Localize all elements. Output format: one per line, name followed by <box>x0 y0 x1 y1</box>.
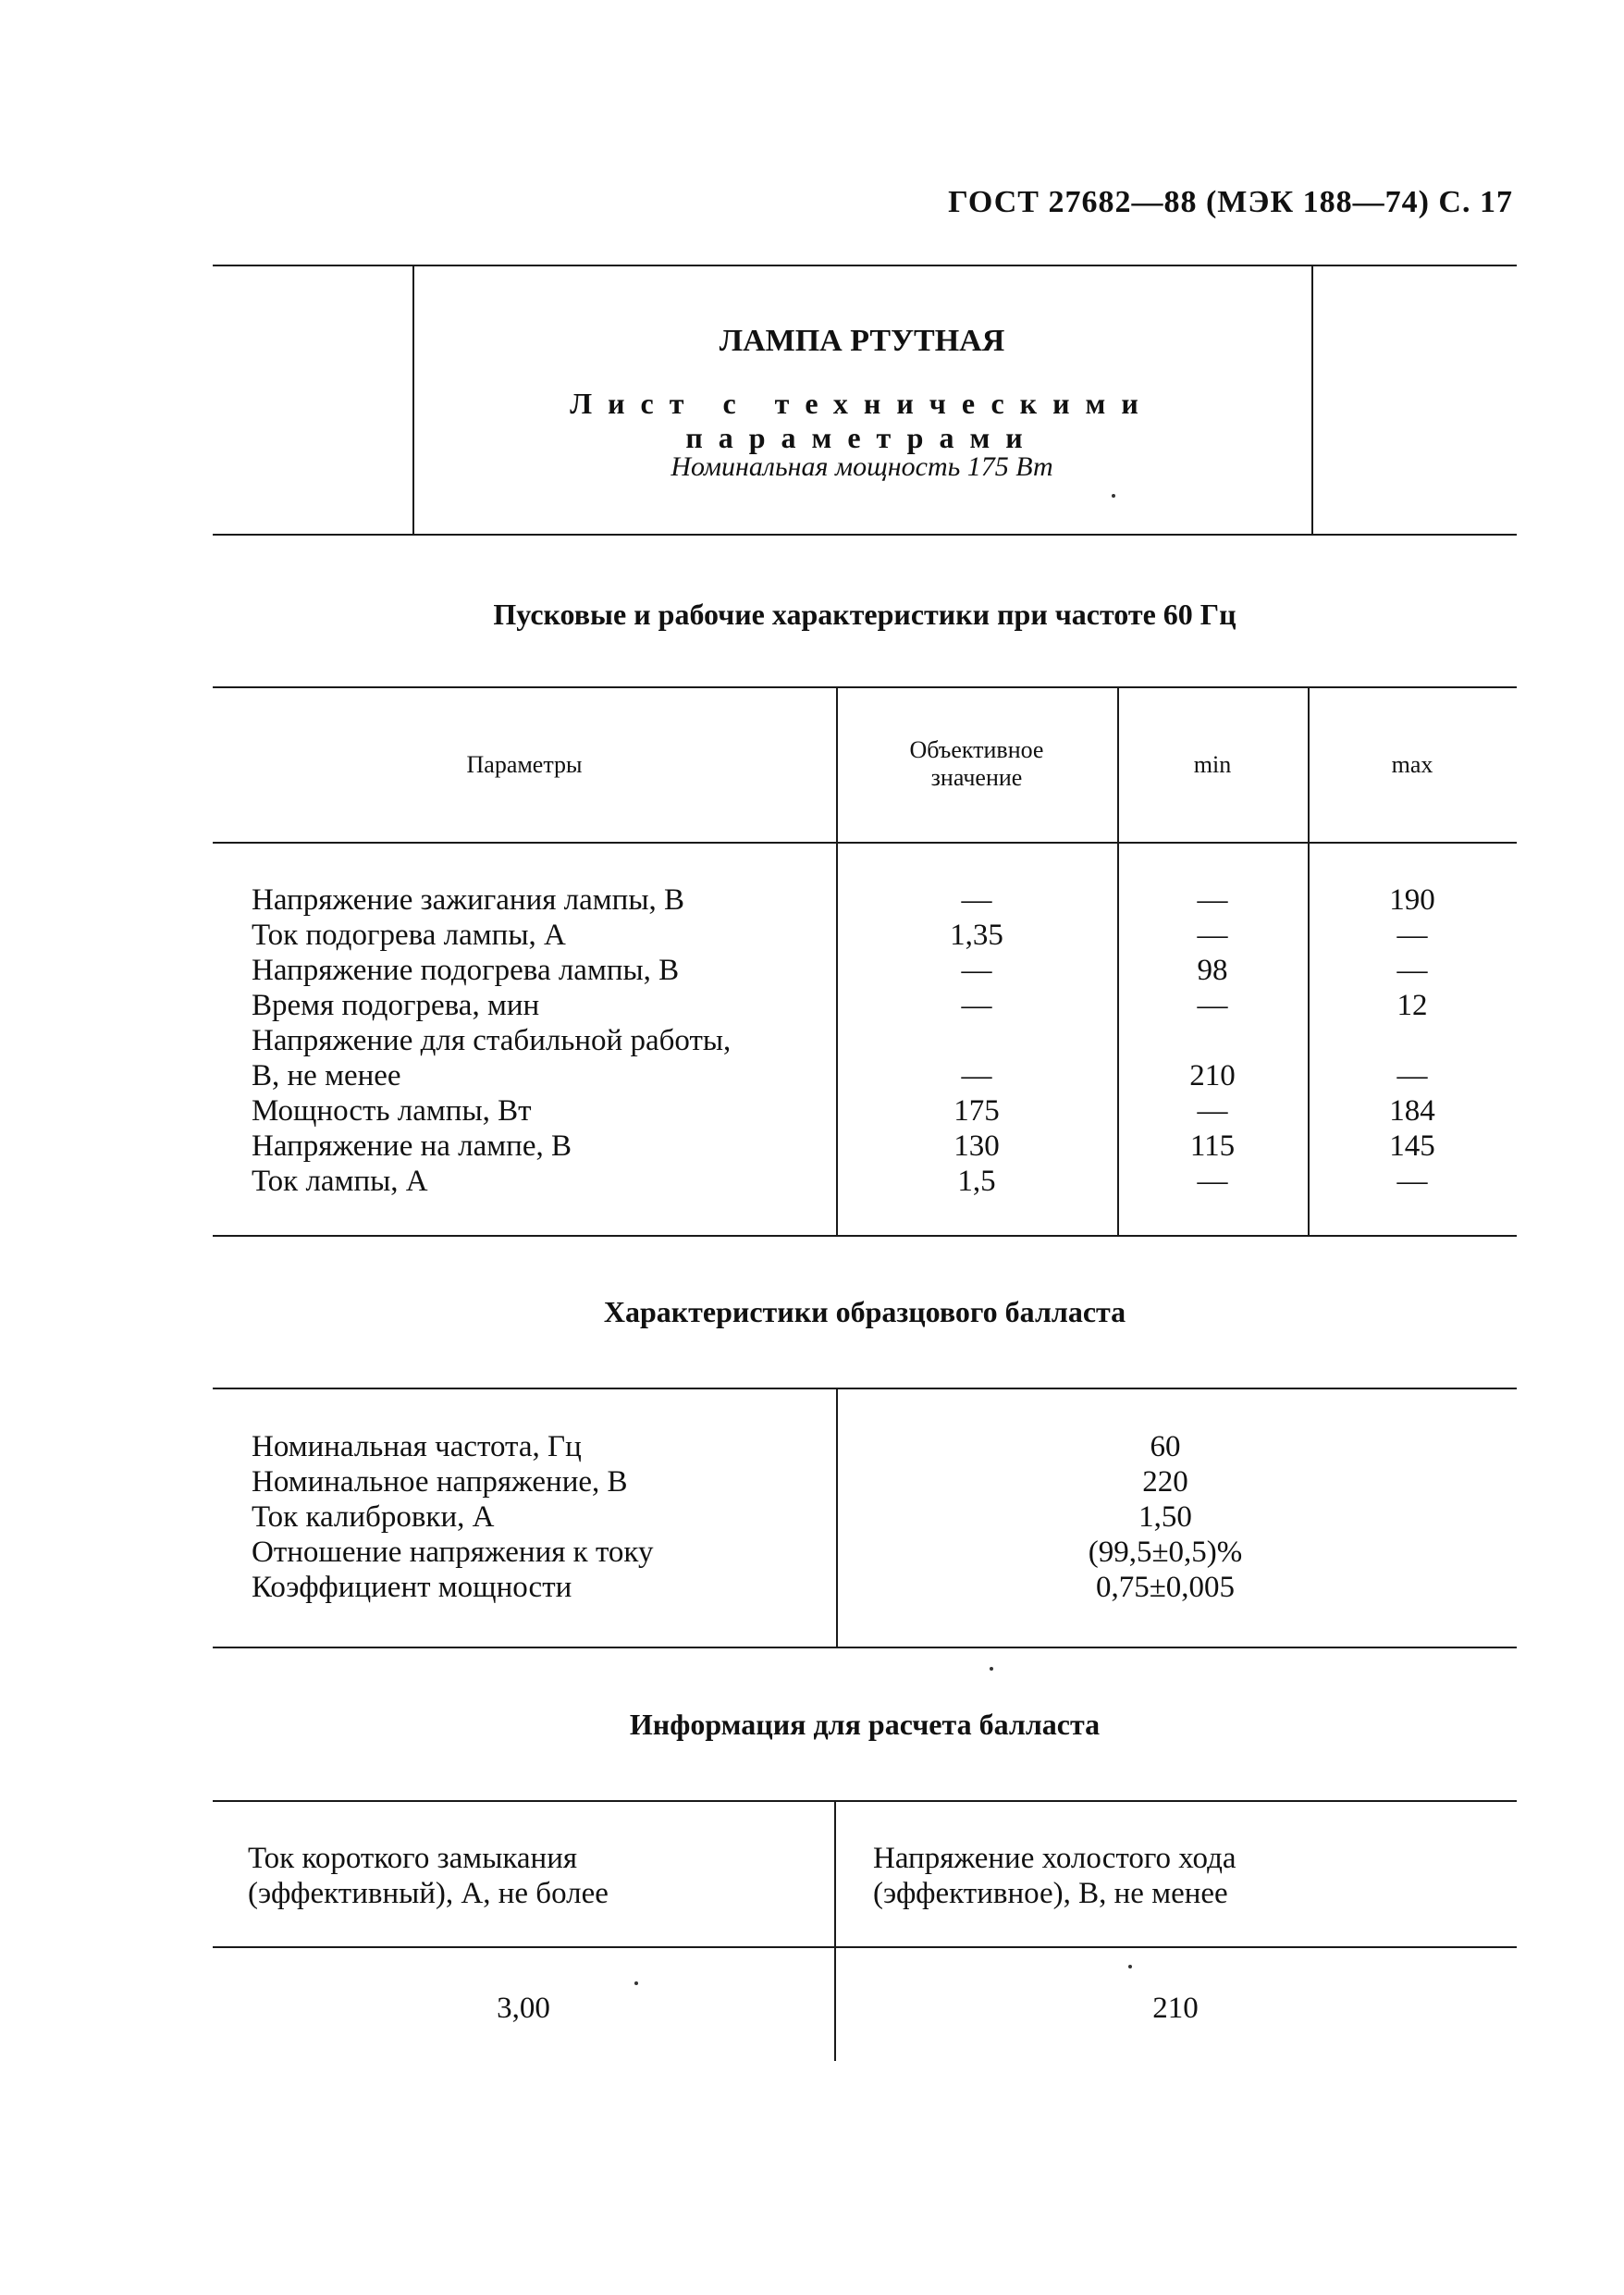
table1-top-rule <box>213 686 1517 688</box>
title-box-top-rule <box>213 265 1517 266</box>
table-cell-max: 145 <box>1389 1129 1435 1163</box>
table3-header-col1 <box>248 1841 821 1911</box>
table-cell-min: 98 <box>1197 954 1228 987</box>
table-row-param: Ток калибровки, А <box>252 1500 495 1534</box>
table-row-param: Ток лампы, А <box>252 1165 428 1198</box>
title-box-rating: Номинальная мощность 175 Вт <box>671 451 1053 482</box>
table-row-param: Напряжение на лампе, В <box>252 1129 572 1163</box>
table-cell-value: 60 <box>1150 1430 1181 1463</box>
table-cell-objective: 175 <box>953 1094 1000 1128</box>
table-row-param: Напряжение зажигания лампы, В <box>252 883 685 917</box>
title-box-title: ЛАМПА РТУТНАЯ <box>719 324 1005 358</box>
table3-header-rule <box>213 1946 1517 1948</box>
table-row-param: Мощность лампы, Вт <box>252 1094 532 1128</box>
table1-col-rule-1 <box>836 686 838 1235</box>
table-cell-objective <box>873 1023 1080 1058</box>
table3-header-col2-line2: (эффективное), В, не менее <box>873 1877 1228 1910</box>
title-box-bottom-rule <box>213 534 1517 536</box>
table-cell-max: — <box>1396 1165 1428 1198</box>
table-cell-min <box>1117 1023 1308 1058</box>
table1-params-column <box>252 882 836 1199</box>
table-cell-max: — <box>1396 1059 1428 1092</box>
table3-header-col1-line1: Ток короткого замыкания <box>248 1842 578 1875</box>
table1-header-params: Параметры <box>466 751 583 778</box>
table1-max-column <box>1308 882 1517 1199</box>
table-cell-min: — <box>1197 919 1228 952</box>
table1-header-min: min <box>1193 751 1232 778</box>
table-cell-objective: 1,35 <box>950 919 1003 952</box>
table-cell-min: — <box>1197 1094 1228 1128</box>
table-cell-max <box>1308 1023 1517 1058</box>
table-cell-min: — <box>1197 883 1228 917</box>
table-cell-max: — <box>1396 919 1428 952</box>
table-cell-value: 220 <box>1142 1465 1188 1499</box>
table-cell-min: 210 <box>1189 1059 1236 1092</box>
table-row-param: Отношение напряжения к току <box>252 1536 654 1569</box>
table3-header-col2 <box>873 1841 1502 1911</box>
table-cell-objective: 130 <box>953 1129 1000 1163</box>
table-cell-value: (99,5±0,5)% <box>1088 1536 1243 1569</box>
table-cell-max: 12 <box>1396 989 1428 1022</box>
table-cell-min: 115 <box>1189 1129 1236 1163</box>
table-row-param: Напряжение подогрева лампы, В <box>252 954 680 987</box>
table1-bottom-rule <box>213 1235 1517 1237</box>
scan-speck <box>1112 494 1115 498</box>
scan-speck <box>990 1667 993 1671</box>
title-box-subtitle: Лист с техническими параметрами <box>570 387 1154 454</box>
table-cell-objective: — <box>961 989 992 1022</box>
table-cell-objective: — <box>961 883 992 917</box>
table3-header-col1-line2: (эффективный), А, не более <box>248 1877 609 1910</box>
scan-speck <box>1128 1965 1132 1968</box>
table-cell-max: 190 <box>1389 883 1435 917</box>
table3-value-col1: 3,00 <box>497 1992 550 2025</box>
scan-speck <box>634 1981 638 1985</box>
table-cell-objective: — <box>961 954 992 987</box>
table1-objective-column <box>873 882 1080 1199</box>
table-row-param: Коэффициент мощности <box>252 1571 572 1604</box>
section3-title: Информация для расчета балласта <box>629 1708 1101 1741</box>
table2-params-column <box>252 1429 836 1605</box>
table2-values-column <box>999 1429 1332 1605</box>
table-cell-value: 0,75±0,005 <box>1095 1571 1236 1604</box>
section1-title: Пусковые и рабочие характеристики при частоте 60 Гц <box>493 598 1236 631</box>
table-cell-objective: — <box>961 1059 992 1092</box>
table2-col-rule <box>836 1388 838 1647</box>
table-row-param: Ток подогрева лампы, А <box>252 919 566 952</box>
table-cell-min: — <box>1197 989 1228 1022</box>
table-cell-max: — <box>1396 954 1428 987</box>
table-row-param: Номинальное напряжение, В <box>252 1465 628 1499</box>
table3-top-rule <box>213 1800 1517 1802</box>
table3-header-col2-line1: Напряжение холостого хода <box>873 1842 1236 1875</box>
table-cell-max: 184 <box>1389 1094 1435 1128</box>
table2-bottom-rule <box>213 1647 1517 1648</box>
title-box-right-rule <box>1311 265 1313 534</box>
table1-header-rule <box>213 842 1517 844</box>
table-cell-min: — <box>1197 1165 1228 1198</box>
table1-header-max: max <box>1391 751 1433 778</box>
table-row-param: Напряжение для стабильной работы, <box>252 1024 732 1057</box>
table-cell-objective: 1,5 <box>957 1165 996 1198</box>
page-header: ГОСТ 27682—88 (МЭК 188—74) С. 17 <box>948 185 1513 219</box>
section2-title: Характеристики образцового балласта <box>603 1295 1126 1328</box>
table1-min-column <box>1117 882 1308 1199</box>
table1-header-objective: Объективное значение <box>909 736 1044 791</box>
table-row-param: Время подогрева, мин <box>252 989 540 1022</box>
table3-value-col2: 210 <box>1152 1992 1199 2025</box>
table-cell-value: 1,50 <box>1138 1500 1192 1534</box>
table2-top-rule <box>213 1388 1517 1389</box>
table-row-param: В, не менее <box>252 1059 401 1092</box>
table-row-param: Номинальная частота, Гц <box>252 1430 582 1463</box>
